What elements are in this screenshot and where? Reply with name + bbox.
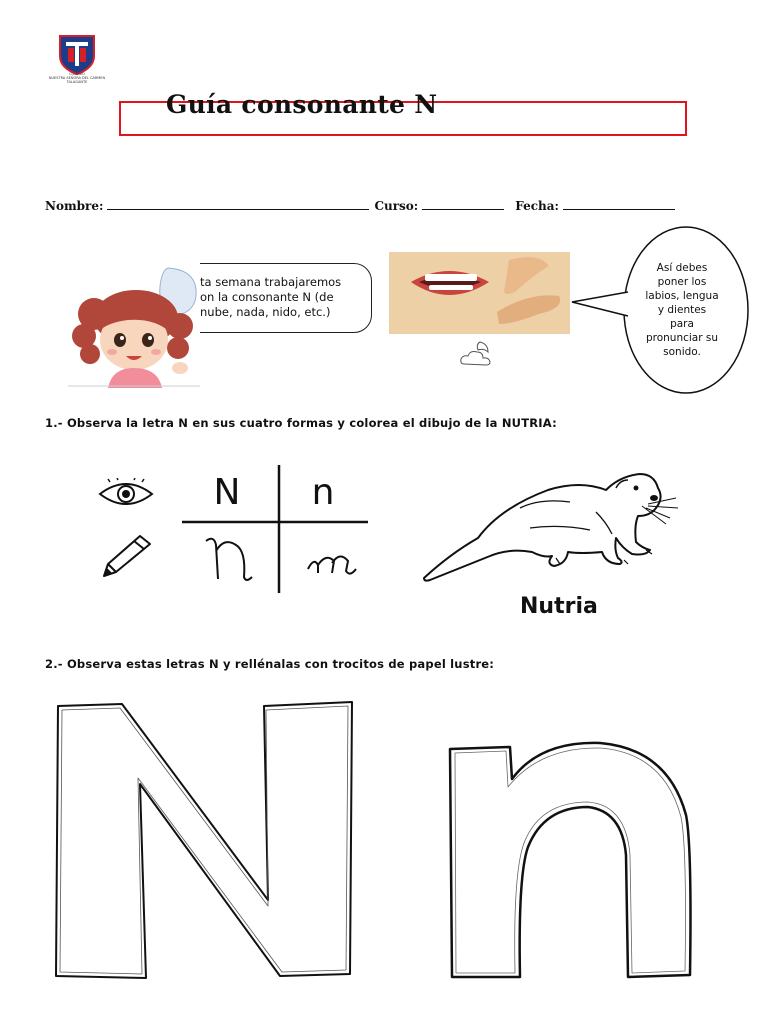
curso-label: Curso: bbox=[374, 199, 419, 213]
logo-name-line2: NUESTRA SEÑORA DEL CARMEN bbox=[48, 76, 106, 80]
fecha-label: Fecha: bbox=[515, 199, 559, 213]
mouth-photo bbox=[389, 252, 570, 334]
eye-icon bbox=[98, 478, 154, 510]
student-fields bbox=[45, 198, 680, 213]
nombre-field[interactable] bbox=[107, 198, 369, 210]
curso-field[interactable] bbox=[422, 198, 504, 210]
fecha-field[interactable] bbox=[563, 198, 675, 210]
otter-drawing[interactable] bbox=[420, 468, 682, 586]
outline-lowercase-n[interactable] bbox=[440, 735, 696, 983]
nombre-label: Nombre: bbox=[45, 199, 104, 213]
logo-name-line1: COLEGIO bbox=[69, 72, 85, 76]
page-title: Guía consonante N bbox=[166, 90, 438, 119]
bubble-left-text: ta semana trabajaremos on la consonante N (de nube, nada, nido, etc.) bbox=[200, 275, 342, 319]
logo-motto: TALAGANTE bbox=[66, 80, 88, 84]
outline-uppercase-n[interactable] bbox=[50, 698, 360, 980]
pencil-icon bbox=[100, 532, 154, 578]
print-uppercase-n: N bbox=[213, 472, 241, 513]
instruction-1: 1.- Observa la letra N en sus cuatro formas y colorea el dibujo de la NUTRIA: bbox=[45, 416, 557, 430]
otter-label: Nutria bbox=[520, 594, 598, 619]
cloud-moon-icon bbox=[458, 338, 498, 370]
girl-illustration bbox=[68, 256, 200, 388]
instruction-2: 2.- Observa estas letras N y rellénalas con trocitos de papel lustre: bbox=[45, 657, 495, 671]
oval-text: Así debes poner los labios, lengua y dientes para pronunciar su sonido. bbox=[645, 262, 719, 358]
print-lowercase-n: n bbox=[311, 472, 335, 513]
